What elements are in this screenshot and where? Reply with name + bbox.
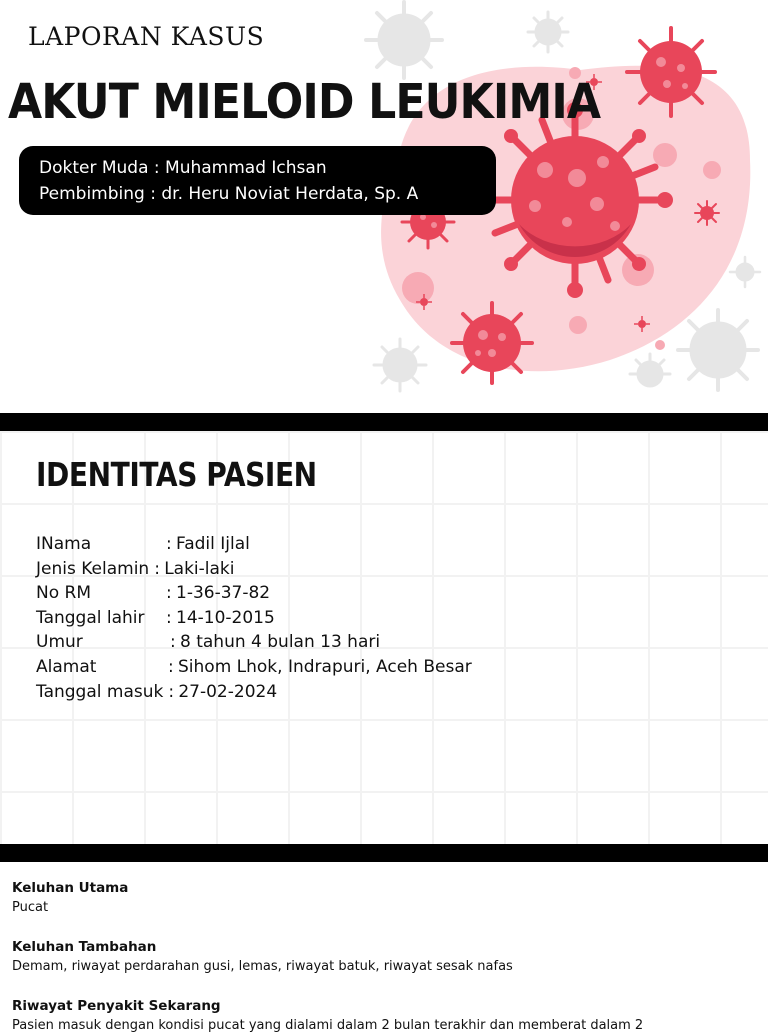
- author-info-box: [19, 146, 496, 215]
- chief-complaint-block: [12, 879, 752, 918]
- slide-divider: [0, 844, 768, 862]
- identity-list: [36, 532, 472, 704]
- identity-row-birthdate: [36, 606, 472, 631]
- identity-slide: [0, 431, 768, 844]
- identity-value: Fadil Ijlal: [176, 534, 250, 554]
- identity-value: Sihom Lhok, Indrapuri, Aceh Besar: [178, 656, 472, 677]
- identity-label: No RM: [36, 583, 92, 604]
- identity-value: 1-36-37-82: [176, 583, 271, 604]
- red-virus-tiny: [695, 201, 719, 225]
- history-heading: Riwayat Penyakit Sekarang: [12, 998, 221, 1014]
- pink-dot: [402, 272, 434, 304]
- pink-dot: [653, 143, 677, 167]
- identity-value: Laki-laki: [164, 558, 235, 579]
- identity-row-age: [36, 630, 472, 655]
- cover-slide: [0, 0, 768, 410]
- identity-label: Tanggal lahir: [36, 607, 145, 628]
- chief-complaint-text: Pucat: [12, 900, 49, 915]
- identity-sep: :: [166, 583, 172, 604]
- grey-virus: [374, 339, 426, 391]
- identity-value: 14-10-2015: [176, 607, 275, 628]
- history-block: [12, 997, 752, 1036]
- grey-virus: [678, 310, 758, 390]
- supervisor-line: Pembimbing : dr. Heru Noviat Herdata, Sp. A: [39, 184, 419, 204]
- identity-row-name: [36, 532, 472, 557]
- red-virus-bottom: [452, 303, 532, 383]
- identity-sep: :: [166, 607, 172, 628]
- identity-label: Jenis Kelamin: [36, 558, 150, 579]
- red-virus-large: [477, 102, 673, 298]
- grey-virus: [630, 354, 670, 387]
- identity-row-gender: [36, 557, 472, 582]
- anamnesis-slide: [0, 862, 768, 1033]
- grey-virus: [528, 12, 568, 52]
- pink-dot: [655, 340, 665, 350]
- identity-sep: :: [170, 632, 176, 653]
- identity-sep: :: [168, 656, 174, 677]
- identity-title: IDENTITAS PASIEN: [36, 455, 317, 494]
- identity-sep: :: [166, 534, 172, 554]
- grey-virus: [366, 2, 442, 78]
- identity-value: 27-02-2024: [178, 681, 278, 702]
- doctor-line: Dokter Muda : Muhammad Ichsan: [39, 158, 327, 178]
- red-virus-top: [627, 28, 715, 116]
- pink-dot: [703, 161, 721, 179]
- history-text: Pasien masuk dengan kondisi pucat yang dialami dalam 2 bulan terakhir dan memberat dalam 2: [12, 1018, 644, 1033]
- report-subtitle: LAPORAN KASUS: [28, 22, 265, 51]
- pink-dot: [569, 316, 587, 334]
- identity-row-rm: [36, 581, 472, 606]
- additional-complaint-block: [12, 938, 752, 977]
- identity-label: Umur: [36, 632, 83, 653]
- identity-value: 8 tahun 4 bulan 13 hari: [180, 632, 381, 653]
- identity-label: INama: [36, 534, 92, 554]
- report-title: AKUT MIELOID LEUKIMIA: [8, 74, 601, 130]
- identity-sep: :: [168, 681, 175, 702]
- identity-sep: :: [154, 558, 160, 579]
- additional-complaint-text: Demam, riwayat perdarahan gusi, lemas, riwayat batuk, riwayat sesak nafas: [12, 959, 513, 974]
- grey-virus: [730, 257, 760, 287]
- identity-label: Alamat: [36, 656, 97, 677]
- identity-row-address: [36, 655, 472, 680]
- additional-complaint-heading: Keluhan Tambahan: [12, 939, 157, 955]
- identity-label: Tanggal masuk: [36, 681, 164, 702]
- chief-complaint-heading: Keluhan Utama: [12, 880, 129, 896]
- slide-divider: [0, 413, 768, 431]
- identity-row-admission: [36, 680, 472, 705]
